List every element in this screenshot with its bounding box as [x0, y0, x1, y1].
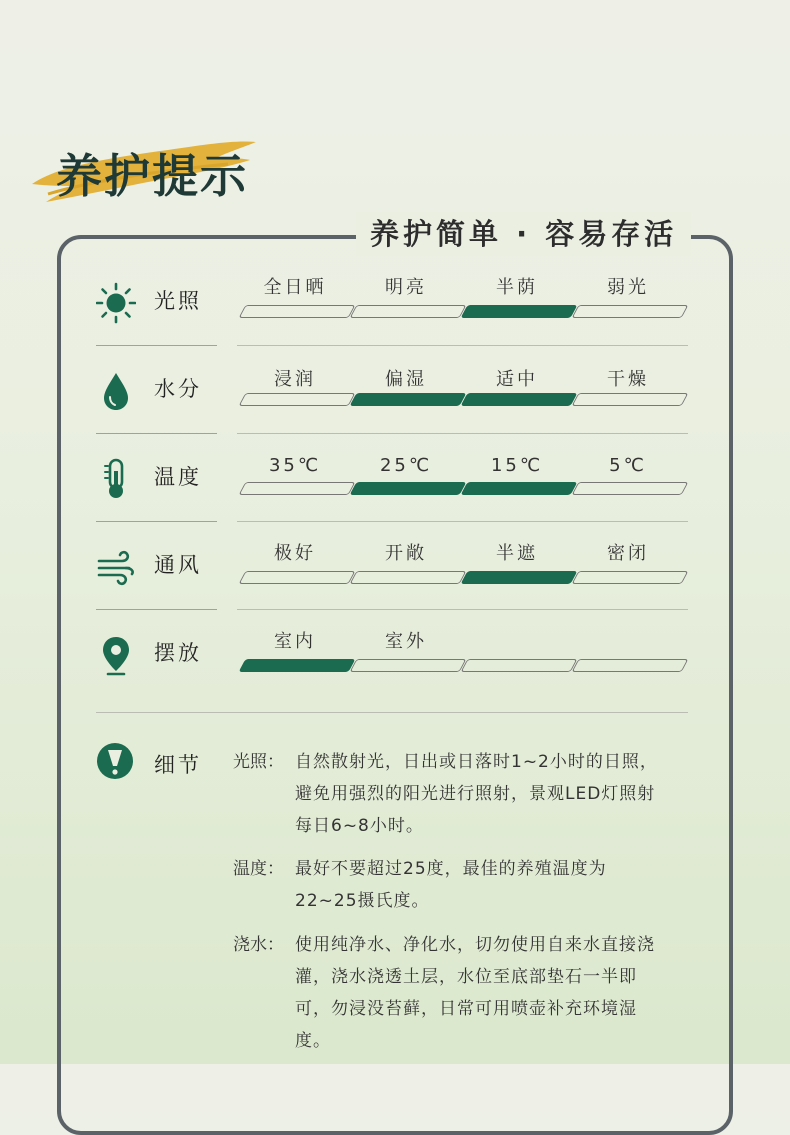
level-bar: [350, 571, 467, 584]
note-key: 浇水：: [233, 935, 284, 955]
level-bar: [572, 482, 689, 495]
level-bar: [239, 571, 356, 584]
option-label: 明亮: [385, 277, 427, 298]
row-label-light: 光照: [154, 289, 202, 313]
water-drop-icon: [96, 369, 136, 413]
note-key: 光照：: [233, 752, 284, 772]
thermometer-icon: [96, 457, 136, 501]
detail-note-temperature: [233, 853, 673, 917]
option-label: 开敞: [385, 543, 427, 564]
level-bar: [350, 659, 467, 672]
note-text: 自然散射光，日出或日落时1~2小时的日照，避免用强烈的阳光进行照射，景观LED灯照射每日6~8小时。: [295, 752, 658, 836]
level-bar: [350, 482, 467, 495]
option-label: 半荫: [496, 277, 538, 298]
level-bar: [572, 571, 689, 584]
care-row-light: [96, 259, 688, 347]
divider: [96, 433, 217, 434]
option-label: 35℃: [268, 455, 322, 476]
wind-icon: [96, 545, 136, 589]
note-key: 温度：: [233, 859, 284, 879]
option-label: 浸润: [274, 369, 316, 390]
option-label: 5℃: [609, 455, 647, 476]
level-bar: [572, 659, 689, 672]
option-label: 15℃: [490, 455, 544, 476]
option-label: 全日晒: [263, 277, 327, 298]
option-label: 半遮: [496, 543, 538, 564]
level-bar: [461, 305, 578, 318]
divider: [96, 521, 217, 522]
option-label: 室外: [385, 631, 427, 652]
level-bar: [239, 393, 356, 406]
level-bar: [350, 305, 467, 318]
option-label: 极好: [274, 543, 316, 564]
level-bar: [461, 482, 578, 495]
note-text: 最好不要超过25度，最佳的养殖温度为22~25摄氏度。: [295, 859, 607, 911]
level-bar: [461, 571, 578, 584]
row-label-temperature: 温度: [154, 465, 202, 489]
option-label: 干燥: [607, 369, 649, 390]
row-label-ventilation: 通风: [154, 553, 202, 577]
level-bar: [239, 482, 356, 495]
level-bar: [461, 659, 578, 672]
option-label: 弱光: [607, 277, 649, 298]
detail-note-watering: [233, 929, 673, 1057]
divider: [237, 609, 688, 610]
note-text: 使用纯净水、净化水，切勿使用自来水直接浇灌，浇水浇透土层，水位至底部垫石一半即可，勿浸没苔藓，日常可用喷壶补充环境湿度。: [295, 935, 655, 1051]
detail-note-light: [233, 746, 673, 842]
care-row-water: [96, 347, 688, 435]
care-row-placement: [96, 611, 688, 699]
details-label: 细节: [154, 753, 202, 777]
level-bar: [572, 393, 689, 406]
level-bar: [239, 659, 356, 672]
divider: [237, 521, 688, 522]
card-subtitle: 养护简单 · 容易存活: [356, 212, 691, 256]
divider: [237, 345, 688, 346]
option-label: 密闭: [607, 543, 649, 564]
level-bar: [572, 305, 689, 318]
option-label: 偏湿: [385, 369, 427, 390]
page-title: 养护提示: [56, 149, 248, 203]
option-label: 25℃: [379, 455, 433, 476]
exclamation-icon: [96, 742, 134, 780]
row-label-placement: 摆放: [154, 641, 202, 665]
divider: [96, 712, 688, 713]
option-label: 适中: [496, 369, 538, 390]
sun-icon: [96, 281, 136, 325]
divider: [96, 609, 217, 610]
care-row-temperature: [96, 435, 688, 523]
level-bar: [239, 305, 356, 318]
option-label: 室内: [274, 631, 316, 652]
level-bar: [461, 393, 578, 406]
level-bar: [350, 393, 467, 406]
divider: [237, 433, 688, 434]
care-row-ventilation: [96, 523, 688, 611]
divider: [96, 345, 217, 346]
location-pin-icon: [96, 633, 136, 677]
row-label-water: 水分: [154, 377, 202, 401]
